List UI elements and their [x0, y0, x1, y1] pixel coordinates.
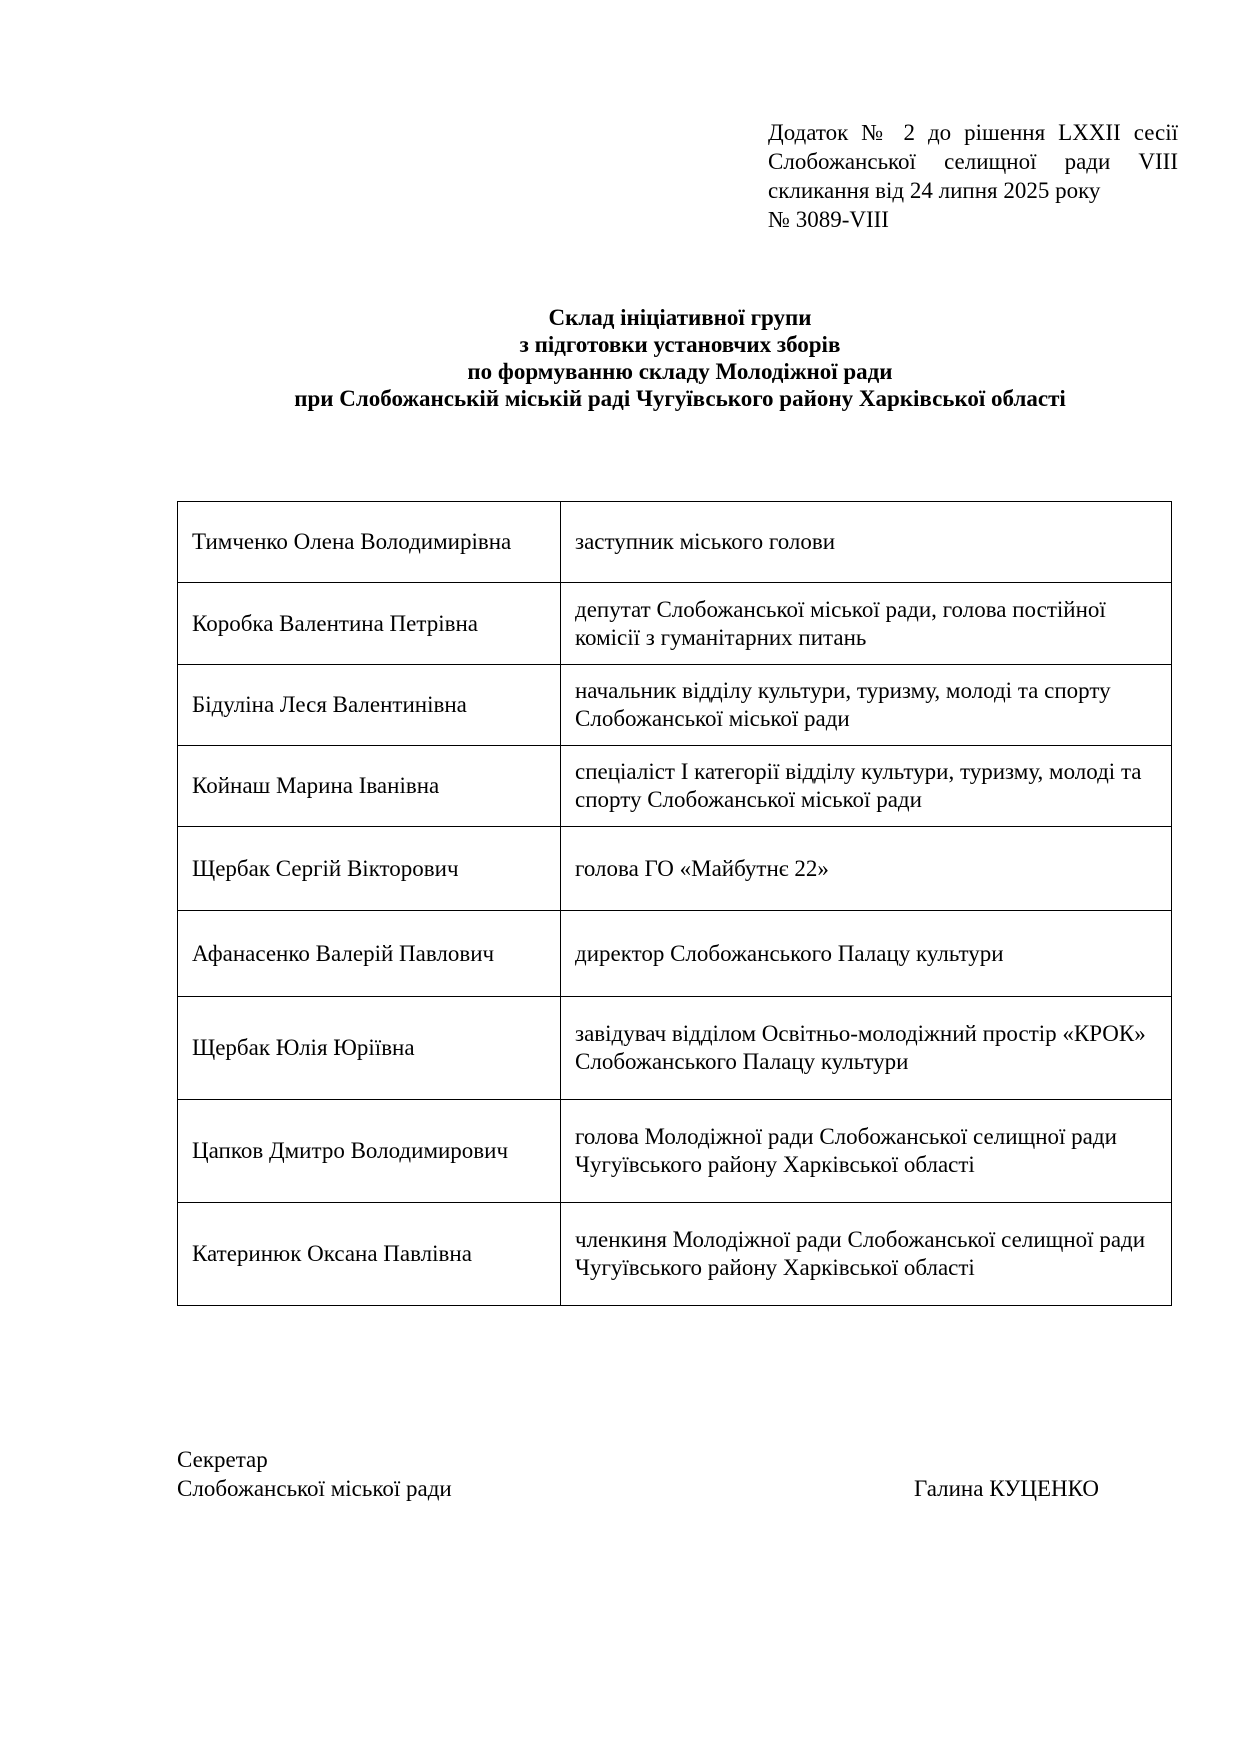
members-table	[177, 501, 1172, 1306]
table-row	[178, 827, 1172, 911]
table-row	[178, 502, 1172, 583]
annex-line: № 3089-VIII	[768, 207, 889, 232]
signatory-name: Галина КУЦЕНКО	[914, 1476, 1099, 1501]
member-name: Щербак Сергій Вікторович	[178, 827, 561, 911]
table-row	[178, 665, 1172, 746]
table-row	[178, 1100, 1172, 1203]
member-name: Койнаш Марина Іванівна	[178, 746, 561, 827]
table-row	[178, 583, 1172, 665]
member-position: директор Слобожанського Палацу культури	[561, 911, 1172, 997]
member-position: заступник міського голови	[561, 502, 1172, 583]
member-name: Тимченко Олена Володимирівна	[178, 502, 561, 583]
member-position: начальник відділу культури, туризму, молоді та спорту Слобожанської міської ради	[561, 665, 1172, 746]
signature-block	[177, 1445, 1137, 1503]
signature-role: Секретар	[177, 1447, 268, 1472]
member-position: голова ГО «Майбутнє 22»	[561, 827, 1172, 911]
member-position: членкиня Молодіжної ради Слобожанської селищної ради Чугуївського району Харківської області	[561, 1203, 1172, 1306]
member-name: Афанасенко Валерій Павлович	[178, 911, 561, 997]
signature-organization: Слобожанської міської ради	[177, 1476, 452, 1501]
table-row	[178, 997, 1172, 1100]
title-line: Склад ініціативної групи	[548, 305, 812, 330]
table-row	[178, 746, 1172, 827]
member-position: спеціаліст І категорії відділу культури, туризму, молоді та спорту Слобожанської міської ради	[561, 746, 1172, 827]
member-position: голова Молодіжної ради Слобожанської селищної ради Чугуївського району Харківської області	[561, 1100, 1172, 1203]
title-line: при Слобожанській міській раді Чугуївського району Харківської області	[294, 386, 1066, 411]
member-name: Щербак Юлія Юріївна	[178, 997, 561, 1100]
table-row	[178, 911, 1172, 997]
annex-reference	[768, 118, 1178, 234]
member-name: Коробка Валентина Петрівна	[178, 583, 561, 665]
table-row	[178, 1203, 1172, 1306]
annex-line: Слобожанської селищної ради VIII	[768, 149, 1178, 174]
member-name: Бідуліна Леся Валентинівна	[178, 665, 561, 746]
member-position: депутат Слобожанської міської ради, голова постійної комісії з гуманітарних питань	[561, 583, 1172, 665]
title-line: по формуванню складу Молодіжної ради	[467, 359, 893, 384]
annex-line: скликання від 24 липня 2025 року	[768, 178, 1101, 203]
annex-line: Додаток № 2 до рішення LXXII сесії	[768, 120, 1178, 145]
document-title	[160, 304, 1200, 412]
member-name: Цапков Дмитро Володимирович	[178, 1100, 561, 1203]
member-position: завідувач відділом Освітньо-молодіжний простір «КРОК» Слобожанського Палацу культури	[561, 997, 1172, 1100]
member-name: Катеринюк Оксана Павлівна	[178, 1203, 561, 1306]
title-line: з підготовки установчих зборів	[519, 332, 841, 357]
